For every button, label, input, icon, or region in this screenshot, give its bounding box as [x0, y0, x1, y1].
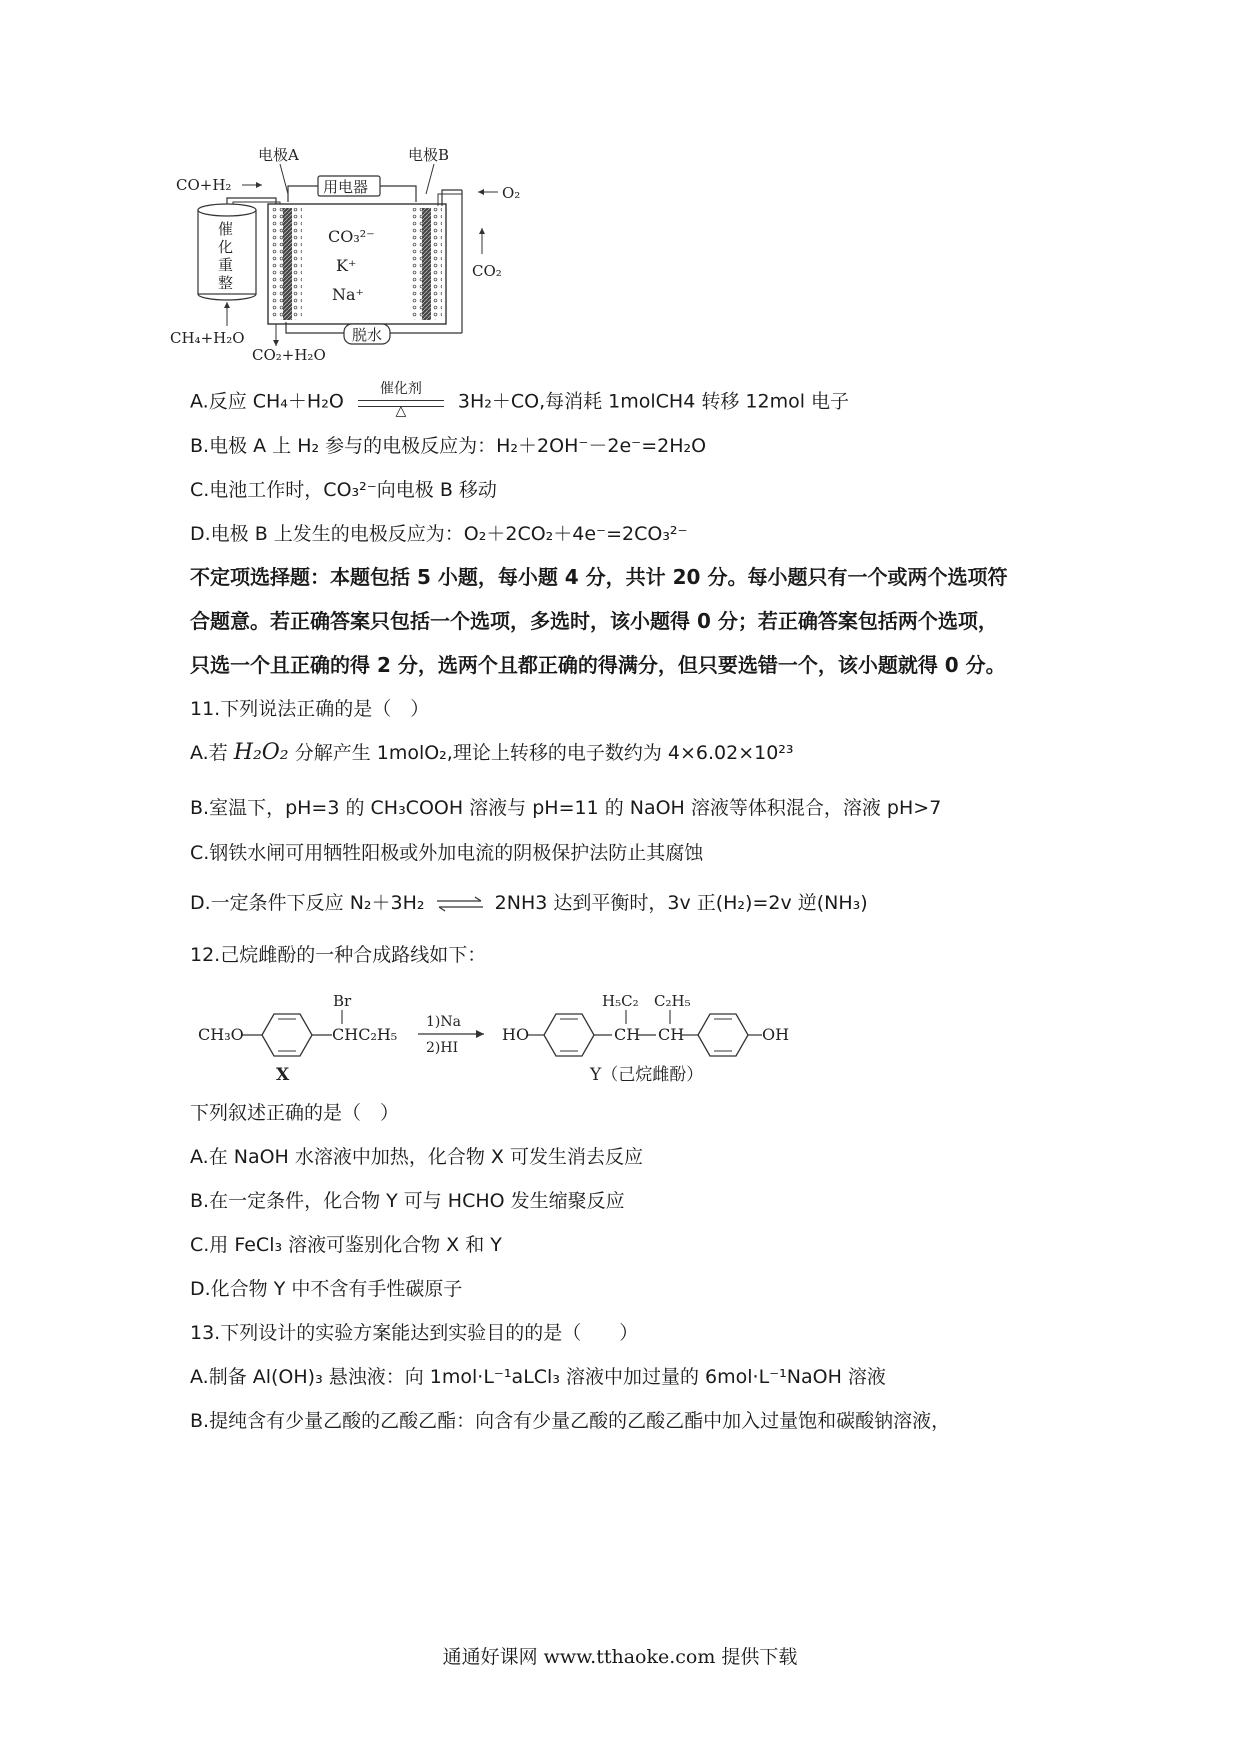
q11-option-d: D.一定条件下反应 N₂＋3H₂ 2NH3 达到平衡时，3v 正(H₂)=2v 逆(NH₃) [190, 892, 868, 914]
q12-option-c: C.用 FeCl₃ 溶液可鉴别化合物 X 和 Y [190, 1234, 502, 1256]
dehydrate-label: 脱水 [352, 326, 383, 344]
y-label: Y（己烷雌酚） [590, 1065, 704, 1085]
q11-stem: 11.下列说法正确的是（ ） [190, 698, 430, 720]
y-ethyl-label: C₂H₅ [654, 992, 691, 1010]
catalyst-equals-sign: 催化剂 △ [354, 384, 448, 420]
x-label: X [276, 1065, 290, 1085]
q11-option-c: C.钢铁水闸可用牺牲阳极或外加电流的阴极保护法防止其腐蚀 [190, 842, 704, 864]
q12-option-a: A.在 NaOH 水溶液中加热，化合物 X 可发生消去反应 [190, 1146, 643, 1168]
q10-option-a: A.反应 CH₄＋H₂O 催化剂 △ 3H₂＋CO,每消耗 1molCH4 转移 12mol 电子 [190, 381, 850, 419]
x-chain-label: CHC₂H₅ [332, 1025, 398, 1044]
x-br-label: Br [333, 992, 352, 1010]
y-ho-label: HO [502, 1025, 530, 1044]
section-instruction: 合题意。若正确答案只包括一个选项，多选时，该小题得 0 分；若正确答案包括两个选项， [190, 609, 998, 633]
q13-option-a: A.制备 Al(OH)₃ 悬浊液：向 1mol·L⁻¹aLCl₃ 溶液中加过量的 6mol·L⁻¹NaOH 溶液 [190, 1366, 886, 1388]
electrode-b [422, 208, 431, 320]
q13-stem: 13.下列设计的实验方案能达到实验目的的是（ ） [190, 1322, 639, 1344]
inlet-top-label: CO+H₂ [176, 176, 232, 194]
page-footer: 通通好课网 www.tthaoke.com 提供下载 [442, 1646, 798, 1668]
condition-1: 1)Na [426, 1014, 461, 1030]
section-instruction: 只选一个且正确的得 2 分，选两个且都正确的得满分，但只要选错一个，该小题就得 0 分。 [190, 653, 1006, 677]
outlet-label: CO₂+H₂O [252, 346, 326, 364]
electrode-a-label: 电极A [258, 146, 299, 164]
q10-option-d: D.电极 B 上发生的电极反应为：O₂＋2CO₂＋4e⁻=2CO₃²⁻ [190, 523, 688, 545]
section-instruction: 不定项选择题：本题包括 5 小题，每小题 4 分，共计 20 分。每小题只有一个或两个选项符 [190, 565, 1008, 589]
x-methoxy-label: CH₃O [198, 1025, 244, 1044]
ion-label: Na⁺ [332, 285, 364, 304]
reversible-arrow-icon [435, 897, 485, 911]
q12-option-b: B.在一定条件，化合物 Y 可与 HCHO 发生缩聚反应 [190, 1190, 625, 1212]
synthesis-route-diagram [190, 986, 910, 1090]
reformer-char: 化 [218, 238, 234, 256]
y-benzene-ring-right [698, 1014, 748, 1056]
q12-ask: 下列叙述正确的是（ ） [190, 1102, 400, 1124]
device-label: 用电器 [323, 178, 369, 196]
q12-stem: 12.己烷雌酚的一种合成路线如下： [190, 944, 487, 966]
y-ch-label: CH [614, 1025, 641, 1044]
fuel-cell-diagram [170, 146, 580, 410]
h2o2-formula: H₂O₂ [233, 740, 289, 765]
electrode-b-label: 电极B [408, 146, 450, 164]
q13-option-b: B.提纯含有少量乙酸的乙酸乙酯：向含有少量乙酸的乙酸乙酯中加入过量饱和碳酸钠溶液， [190, 1410, 951, 1432]
y-ethyl-label: H₅C₂ [602, 992, 639, 1010]
q10-option-c: C.电池工作时，CO₃²⁻向电极 B 移动 [190, 479, 497, 501]
q11-option-b: B.室温下，pH=3 的 CH₃COOH 溶液与 pH=11 的 NaOH 溶液等体积混合，溶液 pH>7 [190, 797, 942, 819]
reformer-char: 整 [218, 274, 234, 292]
reformer-char: 催 [218, 220, 234, 238]
q12-option-d: D.化合物 Y 中不含有手性碳原子 [190, 1278, 463, 1300]
reformer-char: 重 [218, 256, 234, 274]
q10-option-b: B.电极 A 上 H₂ 参与的电极反应为：H₂＋2OH⁻－2e⁻=2H₂O [190, 435, 707, 457]
condition-2: 2)HI [426, 1040, 459, 1056]
ion-label: CO₃²⁻ [328, 227, 375, 246]
y-oh-label: OH [762, 1025, 790, 1044]
q11-option-a: A.若 H₂O₂ 分解产生 1molO₂,理论上转移的电子数约为 4×6.02×10²³ [190, 740, 794, 765]
co2-label: CO₂ [472, 262, 502, 280]
y-ch-label: CH [658, 1025, 685, 1044]
y-benzene-ring-left [544, 1014, 594, 1056]
ion-label: K⁺ [336, 256, 357, 275]
o2-label: O₂ [502, 184, 521, 202]
inlet-bottom-label: CH₄+H₂O [170, 329, 245, 347]
x-benzene-ring [262, 1014, 312, 1056]
electrode-a [283, 208, 292, 320]
